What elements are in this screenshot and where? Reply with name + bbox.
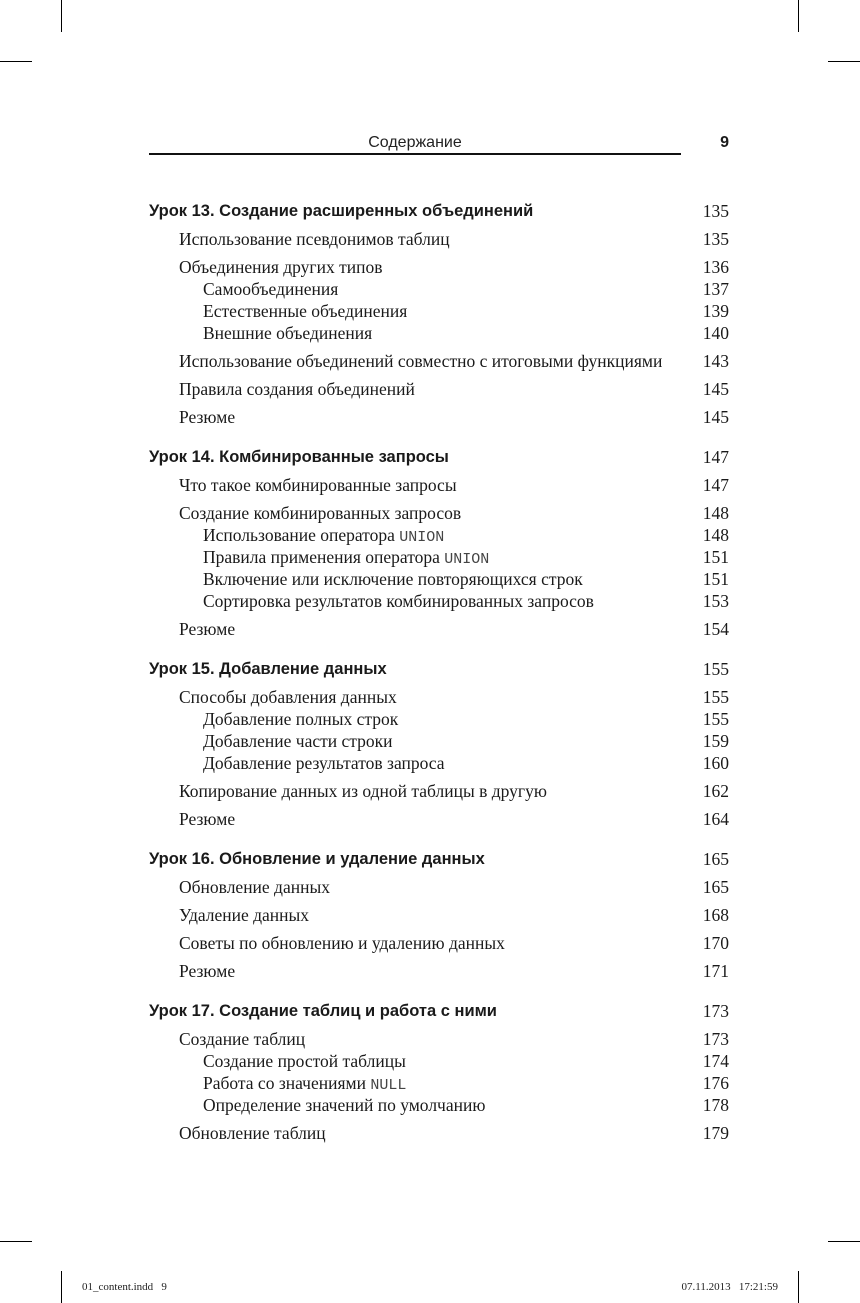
toc-entry-title: [179, 960, 235, 982]
toc-lesson-entry[interactable]: [149, 446, 729, 468]
page-number: 9: [720, 134, 729, 151]
toc-entry-page: 147: [702, 447, 729, 467]
toc-section-entry[interactable]: [149, 686, 729, 708]
toc-entry-page: 148: [702, 525, 729, 545]
toc-entry-title: [203, 1094, 485, 1116]
toc-entry-page: 168: [702, 905, 729, 925]
toc-entry-title-text: Сортировка результатов комбинированных запросов: [203, 591, 594, 611]
toc-entry-code: UNION: [399, 529, 445, 546]
toc-entry-title: [179, 406, 235, 428]
toc-entry-title: [203, 278, 338, 300]
toc-entry-title-text: Создание простой таблицы: [203, 1051, 406, 1071]
toc-entry-title-text: Резюме: [179, 619, 236, 639]
toc-entry-title: [179, 686, 397, 708]
toc-entry-page: 171: [702, 961, 729, 981]
toc-entry-title-text: Урок 13. Создание расширенных объединений: [149, 202, 534, 220]
toc-entry-title: [203, 568, 583, 590]
toc-section-entry[interactable]: [149, 502, 729, 524]
toc-entry-page: 143: [702, 351, 729, 371]
crop-mark: [798, 0, 799, 32]
toc-entry-title-text: Самообъединения: [203, 279, 339, 299]
toc-section-entry[interactable]: [149, 406, 729, 428]
toc-entry-title: [149, 446, 449, 468]
toc-entry-title-text: Внешние объединения: [203, 323, 373, 343]
toc-entry-title-text: Обновление таблиц: [179, 1123, 326, 1143]
toc-subsection-entry[interactable]: [149, 322, 729, 344]
toc-entry-title: [179, 932, 505, 954]
toc-entry-page: 170: [702, 933, 729, 953]
file-slug: 01_content.indd 9: [82, 1281, 167, 1293]
toc-entry-title-text: Использование оператора: [203, 525, 400, 545]
toc-section-entry[interactable]: [149, 1122, 729, 1144]
toc-entry-page: 153: [702, 591, 729, 611]
toc-entry-page: 162: [702, 781, 729, 801]
toc-subsection-entry[interactable]: [149, 524, 729, 546]
toc-entry-page: 164: [702, 809, 729, 829]
toc-entry-title-text: Добавление результатов запроса: [203, 753, 445, 773]
toc-entry-page: 155: [702, 709, 729, 729]
toc-entry-title-text: Создание таблиц: [179, 1029, 306, 1049]
toc-entry-title-text: Резюме: [179, 809, 236, 829]
toc-entry-page: 173: [702, 1001, 729, 1021]
toc-subsection-entry[interactable]: [149, 1050, 729, 1072]
toc-entry-title: [179, 228, 450, 250]
toc-entry-page: 136: [702, 257, 729, 277]
toc-entry-page: 173: [702, 1029, 729, 1049]
toc-entry-page: 145: [702, 379, 729, 399]
toc-entry-page: 165: [702, 877, 729, 897]
toc-entry-code: NULL: [370, 1077, 407, 1094]
toc-entry-title-text: Определение значений по умолчанию: [203, 1095, 486, 1115]
toc-entry-title-text: Резюме: [179, 407, 236, 427]
header-rule: [149, 153, 681, 155]
toc-entry-title-text: Обновление данных: [179, 877, 330, 897]
toc-entry-title: [179, 1028, 305, 1050]
toc-entry-title-text: Правила применения оператора: [203, 547, 445, 567]
running-head: [149, 134, 729, 156]
toc-entry-page: 139: [702, 301, 729, 321]
toc-entry-page: 140: [702, 323, 729, 343]
toc-entry-title: [179, 876, 330, 898]
crop-mark: [798, 1271, 799, 1303]
toc-entry-page: 155: [702, 687, 729, 707]
toc-section-entry[interactable]: [149, 780, 729, 802]
toc-entry-title: [179, 350, 662, 372]
toc-entry-code: UNION: [444, 551, 490, 568]
crop-mark: [0, 1241, 32, 1242]
toc-entry-title: [203, 752, 445, 774]
toc-subsection-entry[interactable]: [149, 708, 729, 730]
crop-mark: [0, 61, 32, 62]
toc-entry-title-text: Урок 14. Комбинированные запросы: [149, 448, 449, 466]
toc-entry-page: 135: [702, 229, 729, 249]
toc-section-entry[interactable]: [149, 1028, 729, 1050]
toc-entry-title-text: Работа со значениями: [203, 1073, 371, 1093]
crop-mark: [828, 61, 860, 62]
toc-entry-title: [179, 474, 457, 496]
toc-section-entry[interactable]: [149, 228, 729, 250]
toc-entry-page: 148: [702, 503, 729, 523]
toc-entry-page: 179: [702, 1123, 729, 1143]
toc-entry-title: [179, 780, 547, 802]
toc-entry-title: [179, 808, 235, 830]
toc-entry-title-text: Способы добавления данных: [179, 687, 397, 707]
toc-subsection-entry[interactable]: [149, 752, 729, 774]
toc-entry-title: [149, 200, 533, 222]
toc-section-entry[interactable]: [149, 876, 729, 898]
toc-lesson-entry[interactable]: [149, 658, 729, 680]
crop-mark: [61, 0, 62, 32]
toc-subsection-entry[interactable]: [149, 1072, 729, 1094]
toc-entry-page: 155: [702, 659, 729, 679]
toc-entry-title-text: Объединения других типов: [179, 257, 383, 277]
toc-entry-page: 165: [702, 849, 729, 869]
crop-mark: [828, 1241, 860, 1242]
toc-entry-title-text: Урок 17. Создание таблиц и работа с ними: [149, 1002, 497, 1020]
toc-entry-page: 151: [702, 569, 729, 589]
print-timestamp: 07.11.2013 17:21:59: [681, 1281, 778, 1293]
toc-entry-title: [203, 1050, 406, 1072]
toc-subsection-entry[interactable]: [149, 546, 729, 568]
toc-entry-page: 151: [702, 547, 729, 567]
toc-entry-title: [203, 322, 372, 344]
toc-subsection-entry[interactable]: [149, 1094, 729, 1116]
toc-section-entry[interactable]: [149, 474, 729, 496]
toc-entry-title-text: Добавление части строки: [203, 731, 393, 751]
toc-entry-title: [179, 256, 382, 278]
toc-entry-title: [203, 730, 392, 752]
toc-entry-title-text: Использование псевдонимов таблиц: [179, 229, 450, 249]
toc-entry-title-text: Включение или исключение повторяющихся строк: [203, 569, 583, 589]
crop-mark: [61, 1271, 62, 1303]
toc-lesson-entry[interactable]: [149, 200, 729, 222]
toc-subsection-entry[interactable]: [149, 568, 729, 590]
toc-entry-title: [149, 658, 387, 680]
toc-entry-title: [179, 1122, 326, 1144]
toc-entry-title: [179, 502, 461, 524]
toc-lesson-entry[interactable]: [149, 848, 729, 870]
toc-entry-title-text: Советы по обновлению и удалению данных: [179, 933, 505, 953]
toc-section-entry[interactable]: [149, 378, 729, 400]
running-title: Содержание: [368, 134, 462, 151]
toc-entry-page: 137: [702, 279, 729, 299]
toc-entry-title: [203, 590, 594, 612]
toc-entry-title-text: Удаление данных: [179, 905, 310, 925]
toc-entry-title-text: Естественные объединения: [203, 301, 408, 321]
toc-entry-page: 135: [702, 201, 729, 221]
toc-entry-title-text: Резюме: [179, 961, 236, 981]
toc-entry-title: [179, 904, 309, 926]
toc-entry-title-text: Добавление полных строк: [203, 709, 399, 729]
toc-section-entry[interactable]: [149, 808, 729, 830]
toc-section-entry[interactable]: [149, 904, 729, 926]
toc-entry-page: 174: [702, 1051, 729, 1071]
toc-entry-title: [203, 708, 398, 730]
toc-entry-page: 160: [702, 753, 729, 773]
toc-entry-page: 145: [702, 407, 729, 427]
toc-subsection-entry[interactable]: [149, 730, 729, 752]
toc-section-entry[interactable]: [149, 256, 729, 278]
toc-entry-title-text: Урок 15. Добавление данных: [149, 660, 387, 678]
toc-entry-title-text: Использование объединений совместно с итоговыми функциями: [179, 351, 663, 371]
toc-entry-title-text: Правила создания объединений: [179, 379, 415, 399]
toc-entry-title: [149, 848, 485, 870]
toc-entry-page: 147: [702, 475, 729, 495]
toc-entry-title-text: Урок 16. Обновление и удаление данных: [149, 850, 485, 868]
toc-entry-title-text: Копирование данных из одной таблицы в другую: [179, 781, 547, 801]
toc-entry-title-text: Создание комбинированных запросов: [179, 503, 462, 523]
toc-entry-title: [179, 378, 415, 400]
toc-entry-title-text: Что такое комбинированные запросы: [179, 475, 457, 495]
toc-subsection-entry[interactable]: [149, 590, 729, 612]
toc-entry-page: 154: [702, 619, 729, 639]
toc-entry-title: [179, 618, 235, 640]
toc-entry-title: [203, 300, 407, 322]
toc-entry-page: 159: [702, 731, 729, 751]
toc-lesson-entry[interactable]: [149, 1000, 729, 1022]
toc-section-entry[interactable]: [149, 932, 729, 954]
toc-section-entry[interactable]: [149, 618, 729, 640]
toc-subsection-entry[interactable]: [149, 300, 729, 322]
toc-subsection-entry[interactable]: [149, 278, 729, 300]
toc-section-entry[interactable]: [149, 350, 729, 372]
toc-entry-title: [149, 1000, 497, 1022]
toc-section-entry[interactable]: [149, 960, 729, 982]
toc-entry-page: 176: [702, 1073, 729, 1093]
toc-entry-page: 178: [702, 1095, 729, 1115]
table-of-contents: [149, 200, 729, 1144]
